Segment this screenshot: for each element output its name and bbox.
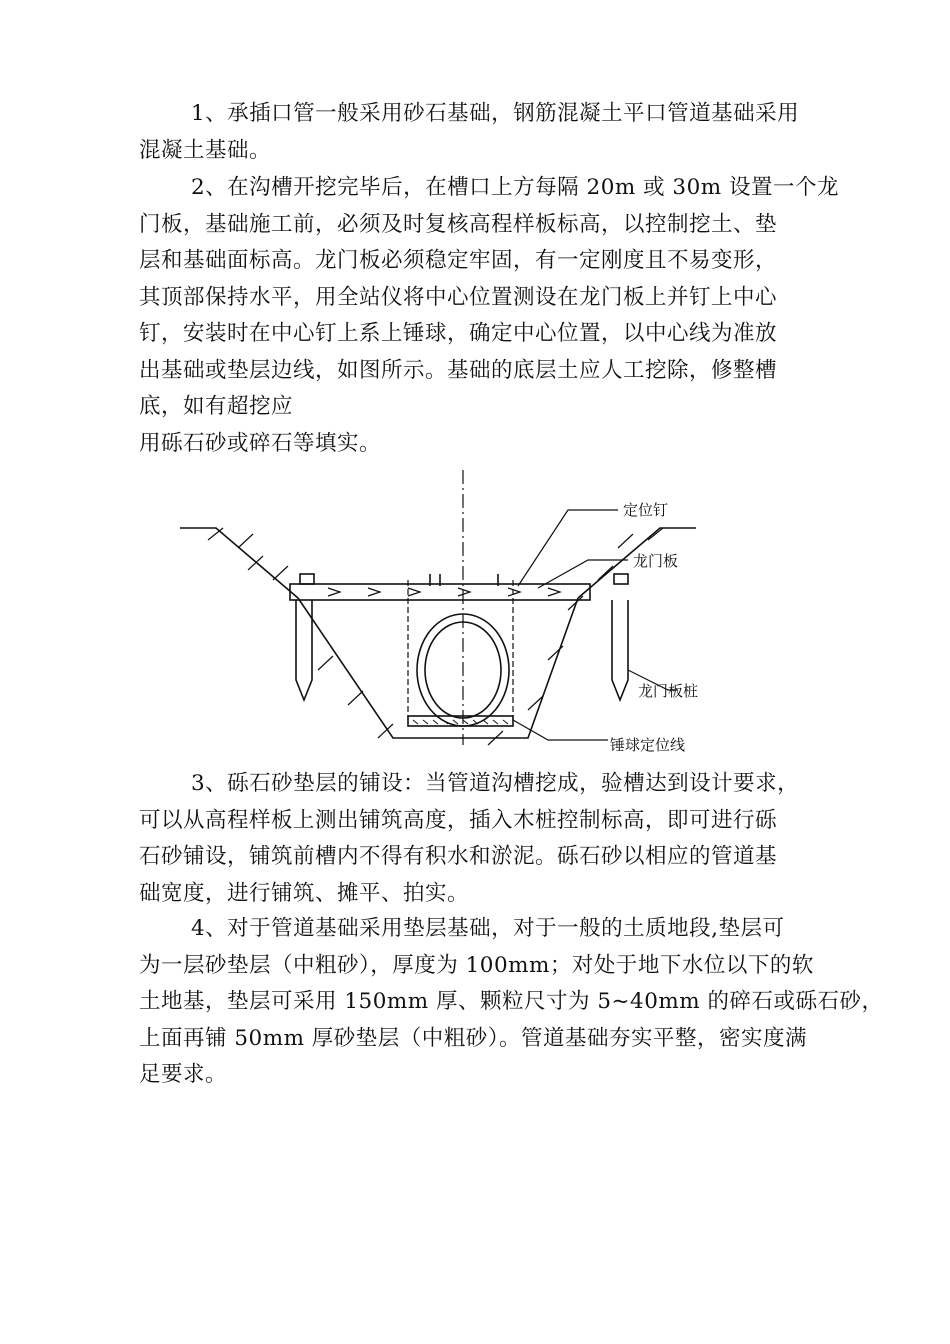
text-line: 层和基础面标高。龙门板必须稳定牢固，有一定刚度且不易变形，: [139, 248, 778, 273]
label-nail: 定位钉: [623, 501, 669, 519]
text-line: 2、在沟槽开挖完毕后，在槽口上方每隔 20m 或 30m 设置一个龙: [191, 175, 840, 200]
paragraph-2: [139, 170, 840, 462]
text-line: 足要求。: [139, 1062, 228, 1087]
stake-right: [612, 600, 628, 700]
text-line: 底，如有超挖应: [139, 394, 294, 419]
label-board: 龙门板: [633, 552, 679, 570]
trench-diagram: [178, 470, 698, 760]
text-line: 石砂铺设，铺筑前槽内不得有积水和淤泥。砾石砂以相应的管道基: [139, 844, 778, 869]
text-line: 上面再铺 50mm 厚砂垫层（中粗砂）。管道基础夯实平整，密实度满: [139, 1025, 808, 1051]
text-line: 出基础或垫层边线，如图所示。基础的底层土应人工挖除，修整槽: [139, 357, 778, 383]
ground-left: [180, 528, 298, 598]
text-line: 用砾石砂或碎石等填实。: [139, 430, 382, 456]
paragraph-1: [139, 96, 819, 169]
label-stake: 龙门板桩: [638, 682, 698, 700]
text-line: 为一层砂垫层（中粗砂），厚度为 100mm；对处于地下水位以下的软: [139, 952, 814, 978]
trench-diagram-svg: [178, 470, 698, 760]
longmen-board: [290, 584, 590, 600]
label-plumb-line: 锤球定位线: [610, 736, 686, 754]
text-line: 钉，安装时在中心钉上系上锤球，确定中心位置，以中心线为准放: [139, 321, 778, 346]
text-line: 可以从高程样板上测出铺筑高度，插入木桩控制标高，即可进行砾: [139, 807, 778, 833]
paragraph-3: [139, 766, 819, 912]
leader-plumb: [513, 720, 608, 740]
stake-cap-left: [300, 574, 314, 584]
text-line: 础宽度，进行铺筑、摊平、拍实。: [139, 880, 470, 906]
text-line: 土地基，垫层可采用 150mm 厚、颗粒尺寸为 5~40mm 的碎石或砾石砂，: [139, 989, 884, 1014]
text-line: 混凝土基础。: [139, 137, 272, 163]
stake-cap-right: [614, 574, 628, 584]
text-line: 4、对于管道基础采用垫层基础，对于一般的土质地段,垫层可: [191, 916, 785, 941]
paragraph-4: [139, 911, 884, 1094]
text-line: 门板，基础施工前，必须及时复核高程样板标高，以控制挖土、垫: [139, 211, 778, 237]
text-line: 其顶部保持水平，用全站仪将中心位置测设在龙门板上并钉上中心: [139, 284, 778, 310]
text-line: 1、承插口管一般采用砂石基础，钢筋混凝土平口管道基础采用: [191, 101, 800, 126]
text-line: 3、砾石砂垫层的铺设：当管道沟槽挖成，验槽达到设计要求，: [191, 771, 800, 796]
